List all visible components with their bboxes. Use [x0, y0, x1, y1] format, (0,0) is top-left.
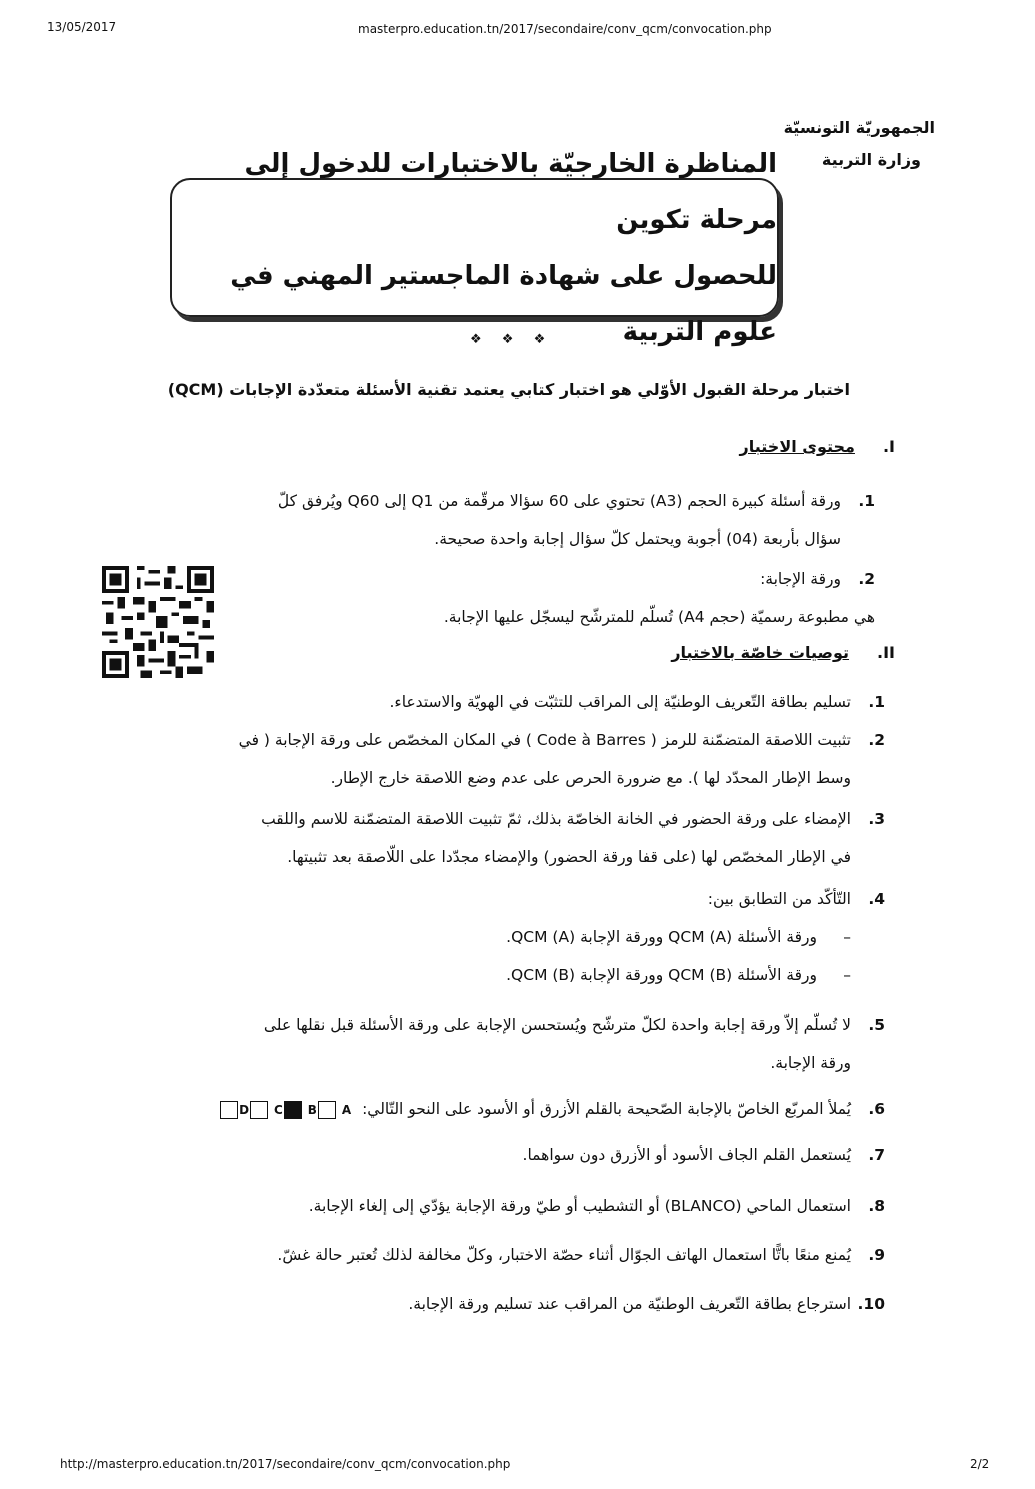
section-2-label: توصيات خاصّة بالاختبار: [671, 643, 850, 662]
item-number: 2.: [858, 570, 875, 588]
item-number: 5.: [868, 1016, 885, 1034]
sub-item: –ورقة الأسئلة QCM (B) وورقة الإجابة QCM (B).: [506, 966, 851, 984]
answer-box-a: [220, 1101, 238, 1119]
item-text: استرجاع بطاقة التّعريف الوطنيّة من المراقب عند تسليم ورقة الإجابة.: [408, 1295, 851, 1313]
s1-item-2: [215, 560, 875, 636]
s2-item-6: [105, 1090, 885, 1129]
item-text: يُمنع منعًا باتًّا استعمال الهاتف الجوّال أثناء حصّة الاختبار، وكلّ مخالفة لذلك تُعتبر حالة غشّ.: [277, 1246, 851, 1264]
page-number: 2/2: [970, 1457, 990, 1471]
sub-item: –ورقة الأسئلة QCM (A) وورقة الإجابة QCM (A).: [506, 928, 851, 946]
item-text: الإمضاء على ورقة الحضور في الخانة الخاصّة بذلك، ثمّ تثبيت اللاصقة المتضمّنة للاسم واللقب: [261, 810, 851, 828]
item-number: 1.: [868, 693, 885, 711]
s2-item-8: [125, 1187, 885, 1225]
item-text: تثبيت اللاصقة المتضمّنة للرمز ( Code à Barres ) في المكان المخصّص على ورقة الإجابة ( في: [238, 731, 851, 749]
box-label-b: B: [307, 1103, 317, 1117]
item-number: 6.: [868, 1100, 885, 1118]
title-box: [170, 148, 779, 347]
item-number: 7.: [868, 1146, 885, 1164]
item-text: استعمال الماحي (BLANCO) أو التشطيب أو طيّ ورقة الإجابة يؤدّي إلى إلغاء الإجابة.: [308, 1197, 851, 1215]
section-2-number: II.: [877, 643, 895, 662]
item-number: 9.: [868, 1246, 885, 1264]
item-text: ورقة أسئلة كبيرة الحجم (A3) تحتوي على 60 سؤالا مرقّمة من Q1 إلى Q60 ويُرفق كلّ: [277, 492, 841, 510]
item-text: يُملأ المربّع الخاصّ بالإجابة الصّحيحة بالقلم الأزرق أو الأسود على النحو التّالي:: [362, 1100, 851, 1118]
item-text-cont: هي مطبوعة رسميّة (حجم A4) تُسلّم للمترشّح ليسجّل عليها الإجابة.: [443, 608, 875, 626]
intro-text: اختبار مرحلة القبول الأوّلي هو اختبار كتابي يعتمد تقنية الأسئلة متعدّدة الإجابات (QCM): [167, 380, 850, 399]
answer-box-b: [318, 1101, 336, 1119]
republic-label: الجمهوريّة التونسيّة: [783, 118, 935, 137]
item-text: تسليم بطاقة التّعريف الوطنيّة إلى المراقب للتثبّت في الهويّة والاستدعاء.: [389, 693, 851, 711]
answer-box-d: [250, 1101, 268, 1119]
s2-item-5: [105, 1006, 885, 1082]
separator-ornament: ❖ ❖ ❖: [470, 332, 554, 347]
item-text: لا تُسلّم إلاّ ورقة إجابة واحدة لكلّ مترشّح ويُستحسن الإجابة على ورقة الأسئلة قبل نقلها على: [263, 1016, 851, 1034]
print-footer-url: http://masterpro.education.tn/2017/secondaire/conv_qcm/convocation.php: [60, 1457, 511, 1471]
section-1-number: I.: [882, 437, 895, 456]
item-number: 3.: [868, 810, 885, 828]
box-label-c: C: [273, 1103, 283, 1117]
item-text: التّأكّد من التطابق بين:: [707, 890, 851, 908]
item-number: 4.: [868, 890, 885, 908]
answer-box-c-filled: [284, 1101, 302, 1119]
s2-item-10: [125, 1285, 885, 1323]
item-number: 2.: [868, 731, 885, 749]
box-label-d: D: [239, 1103, 250, 1117]
item-number: 10.: [857, 1295, 885, 1313]
s1-item-1: [115, 482, 875, 558]
item-number: 8.: [868, 1197, 885, 1215]
print-date: 13/05/2017: [47, 20, 117, 34]
item-text-cont: في الإطار المخصّص لها (على قفا ورقة الحضور) والإمضاء مجدّدا على اللّاصقة بعد تثبيتها.: [287, 848, 851, 866]
box-label-a: A: [341, 1103, 352, 1117]
s2-item-2: [105, 721, 885, 797]
section-1-label: محتوى الاختبار: [739, 437, 855, 456]
item-text: يُستعمل القلم الجاف الأسود أو الأزرق دون سواهما.: [522, 1146, 851, 1164]
s2-item-1: [125, 683, 885, 721]
item-text: ورقة الإجابة:: [760, 570, 841, 588]
item-number: 1.: [858, 492, 875, 510]
answer-boxes-example: [219, 1100, 351, 1118]
ministry-label: وزارة التربية: [821, 150, 921, 169]
item-text-cont: ورقة الإجابة.: [770, 1054, 851, 1072]
s2-item-9: [105, 1236, 885, 1274]
section-1-heading: [175, 437, 895, 456]
item-text-cont: وسط الإطار المحدّد لها ). مع ضرورة الحرص على عدم وضع اللاصقة خارج الإطار.: [330, 769, 851, 787]
s2-item-7: [125, 1136, 885, 1174]
s2-item-3: [105, 800, 885, 876]
print-header-url: masterpro.education.tn/2017/secondaire/conv_qcm/convocation.php: [358, 22, 772, 36]
section-2-heading: [175, 643, 895, 662]
s2-item-4: [125, 880, 885, 994]
title-line-2: للحصول على شهادة الماجستير المهني في علوم التربية: [230, 260, 777, 347]
item-text-cont: سؤال بأربعة (04) أجوبة ويحتمل كلّ سؤال إجابة واحدة صحيحة.: [434, 530, 841, 548]
title-line-1: المناظرة الخارجيّة بالاختبارات للدخول إلى مرحلة تكوين: [244, 148, 777, 235]
